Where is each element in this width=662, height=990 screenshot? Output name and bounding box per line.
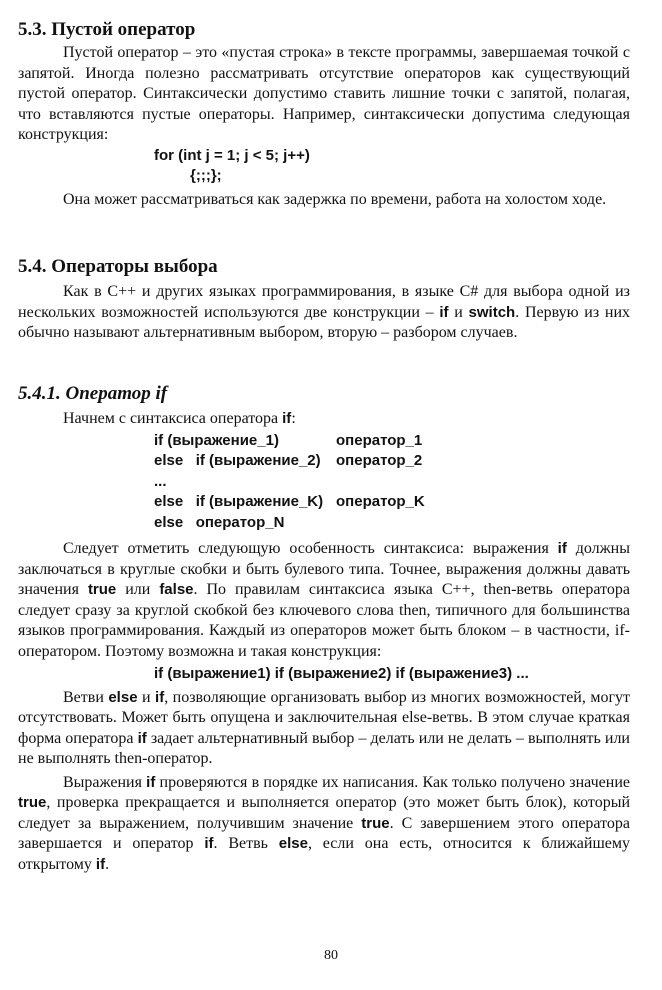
- syntax-line: [154, 472, 630, 493]
- keyword: switch: [468, 303, 516, 321]
- keyword: true: [18, 794, 47, 811]
- section-5-3: [18, 18, 630, 210]
- keyword: else: [278, 835, 308, 852]
- syntax-line: [154, 451, 630, 472]
- text-run: Выражения: [63, 773, 147, 791]
- keyword: true: [361, 814, 390, 832]
- keyword: if: [204, 835, 214, 852]
- keyword: if: [146, 773, 156, 791]
- syntax-condition: else if (выражение_K): [154, 493, 324, 510]
- code-line: if (выражение1) if (выражение2) if (выражение3) ...: [154, 665, 529, 682]
- text-run: .: [105, 855, 110, 873]
- text-run: , если она есть, относится к ближайшему открытому: [18, 835, 630, 873]
- syntax-statement: оператор_2: [336, 452, 423, 469]
- text-run: и: [137, 688, 156, 706]
- syntax-line: [154, 492, 630, 513]
- code-line: for (int j = 1; j < 5; j++): [154, 146, 310, 164]
- text-run: :: [291, 410, 296, 427]
- paragraph: [18, 282, 630, 344]
- text-run: Следует отметить следующую особенность синтаксиса: выражения: [63, 540, 558, 557]
- text-run: . По правилам синтаксиса языка C++, then-ветвь оператора следует сразу за круглой скобкой без ключевого слова then, типичного для большинства языков программирования. Каждый из операторов может быть блоком – в частности, if-оператором. Поэтому возможна и такая конструкция:: [18, 581, 631, 660]
- paragraph: [18, 773, 630, 876]
- text-run: и: [448, 303, 469, 321]
- syntax-condition: if (выражение_1): [154, 431, 279, 449]
- keyword: true: [87, 581, 117, 598]
- paragraph: Она может рассматриваться как задержка по времени, работа на холостом ходе.: [63, 190, 607, 208]
- text-run: . Первую из них обычно называют альтернативным выбором, вторую – разбором случаев.: [18, 303, 631, 341]
- section-5-4: [18, 255, 630, 344]
- keyword: if: [439, 303, 449, 321]
- code-line: {;;;};: [190, 167, 222, 184]
- keyword: if: [137, 729, 147, 747]
- text-run: проверяются в порядке их написания. Как только получено значение: [155, 773, 631, 791]
- syntax-line: [154, 431, 630, 452]
- syntax-statement: оператор_K: [336, 493, 425, 510]
- paragraph: [18, 409, 630, 430]
- text-run: или: [116, 581, 160, 598]
- text-run: . Ветвь: [213, 835, 279, 852]
- text-run: должны заключаться в круглые скобки и быть булевого типа. Точнее, выражения должны давать значения: [18, 540, 630, 598]
- keyword: if: [155, 688, 165, 706]
- section-5-4-1: [18, 382, 630, 875]
- text-run: . С завершением этого оператора завершается и оператор: [18, 814, 630, 852]
- section-title: 5.4. Операторы выбора: [18, 256, 218, 277]
- keyword: false: [159, 581, 194, 598]
- keyword: if: [282, 410, 292, 427]
- keyword: if: [557, 540, 567, 557]
- syntax-condition: ...: [154, 472, 167, 490]
- text-run: Как в C++ и других языках программирования, в языке C# для выбора одной из нескольких возможностей используются две конструкции –: [18, 283, 630, 321]
- text-run: Ветви: [63, 688, 109, 706]
- paragraph: [18, 688, 630, 770]
- syntax-condition: else оператор_N: [154, 513, 285, 531]
- text-run: , позволяющие организовать выбор из многих возможностей, могут отсутствовать. Может быть опущена и заключительная else-ветвь. В этом случае краткая форма оператора: [18, 688, 631, 747]
- code-block: [18, 664, 630, 685]
- syntax-condition: else if (выражение_2): [154, 452, 321, 469]
- keyword: if: [95, 855, 106, 873]
- page-number: 80: [324, 948, 338, 963]
- code-block: [18, 146, 630, 187]
- keyword: else: [108, 688, 138, 706]
- syntax-block: [18, 431, 630, 534]
- text-run: Начнем с синтаксиса оператора: [63, 410, 283, 427]
- syntax-statement: оператор_1: [336, 431, 423, 449]
- subsection-title: 5.4.1. Оператор if: [18, 383, 168, 404]
- paragraph: [18, 539, 630, 662]
- syntax-line: [154, 513, 630, 534]
- text-run: , проверка прекращается и выполняется оператор (это может быть блок), который следует за выражением, получившим значение: [18, 794, 630, 832]
- text-run: задает альтернативный выбор – делать или не делать – выполнять или не выполнять then-оператор.: [18, 729, 630, 767]
- section-title: 5.3. Пустой оператор: [18, 19, 196, 40]
- paragraph: Пустой оператор – это «пустая строка» в тексте программы, завершаемая точкой с запятой. Иногда полезно рассматривать отсутствие операторов как существующий пустой оператор. Синтаксически допустимо ставить лишние точки с запятой, полагая, что вставляются пустые операторы. Например, синтаксически допустима следующая конструкция:: [18, 44, 630, 143]
